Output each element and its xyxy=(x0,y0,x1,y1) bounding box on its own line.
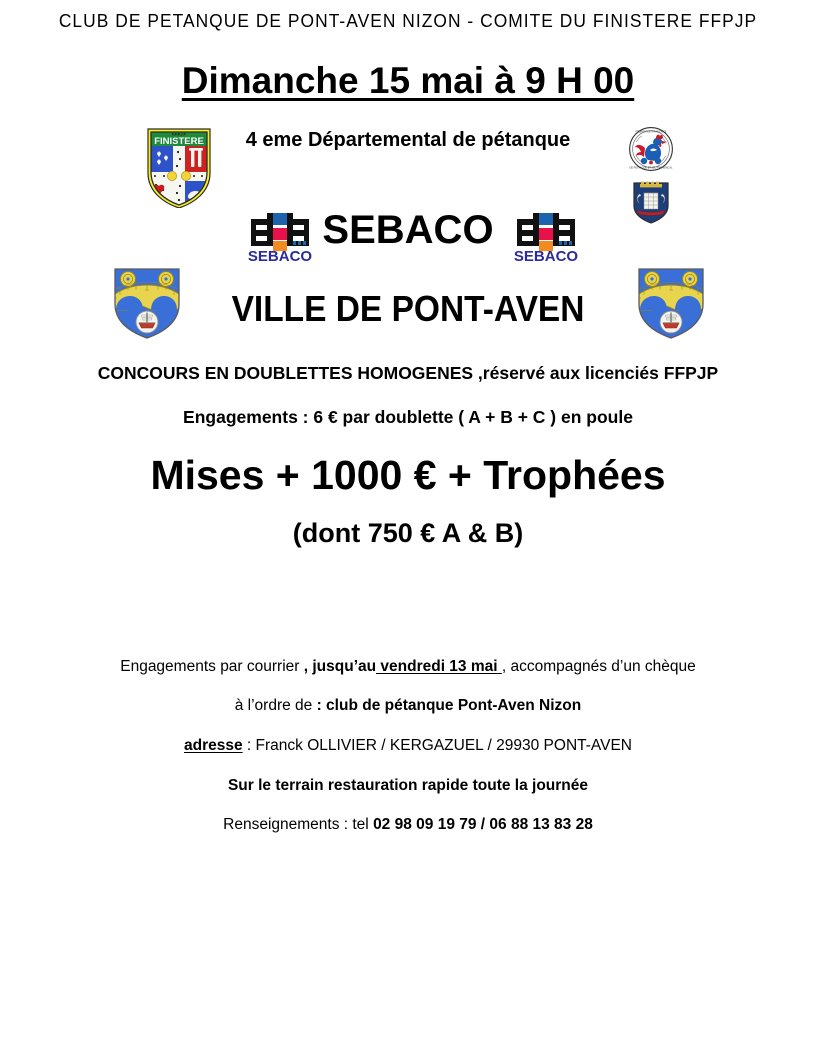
svg-text:DE PETANQUE ET JEU PROVENCAL: DE PETANQUE ET JEU PROVENCAL xyxy=(629,166,673,170)
footer-line2-pre: à l’ordre de xyxy=(234,697,317,714)
sebaco-sponsor-title: SEBACO xyxy=(322,208,494,252)
footer-payee-name: : club de pétanque Pont-Aven Nizon xyxy=(316,697,582,714)
footer-deadline-date: vendredi 13 mai xyxy=(376,658,502,675)
sebaco-logo-right xyxy=(509,207,583,263)
event-subtitle: 4 eme Départemental de pétanque xyxy=(245,129,571,151)
finistere-banner-text: FINISTERE xyxy=(154,136,204,147)
footer-address-value: : Franck OLLIVIER / KERGAZUEL / 29930 PONT-AVEN xyxy=(242,737,632,754)
footer-line1-post: , accompagnés d’un chèque xyxy=(501,658,696,675)
ville-de-pont-aven-title: VILLE DE PONT-AVEN xyxy=(231,288,585,329)
footer-phone-numbers: 02 98 09 19 79 / 06 88 13 83 28 xyxy=(373,816,593,833)
sebaco-logo-text-right: SEBACO xyxy=(513,248,579,263)
svg-text:FEDERATION FRANCAISE: FEDERATION FRANCAISE xyxy=(635,130,667,134)
ffpjp-rooster-logo xyxy=(628,126,674,172)
sebaco-logo-text-left: SEBACO xyxy=(247,248,313,263)
event-date-text: Dimanche 15 mai à 9 H 00 xyxy=(181,60,635,101)
pont-aven-coat-of-arms-right xyxy=(636,266,706,340)
event-date-line xyxy=(0,60,816,102)
footer-line1-bold: , jusqu’au xyxy=(303,658,377,675)
finistere-shield-logo xyxy=(146,128,212,208)
footer-address-label: adresse xyxy=(184,737,243,754)
prize-breakdown-line: (dont 750 € A & B) xyxy=(292,518,524,548)
footer-address-line xyxy=(0,737,816,755)
club-header-line: CLUB DE PETANQUE DE PONT-AVEN NIZON - COMITE DU FINISTERE FFPJP xyxy=(58,10,758,31)
footer-line5-pre: Renseignements : tel xyxy=(223,816,374,833)
concours-description: CONCOURS EN DOUBLETTES HOMOGENES ,réservé aux licenciés FFPJP xyxy=(97,363,719,383)
footer-line1-pre: Engagements par courrier xyxy=(120,658,304,675)
finistere-ffpjp-text: F.F.P.J.P xyxy=(172,132,186,137)
footer-payee-line xyxy=(0,697,816,715)
prize-pool-line: Mises + 1000 € + Trophées xyxy=(150,452,666,498)
engagements-fee-line: Engagements : 6 € par doublette ( A + B + C ) en poule xyxy=(183,407,633,427)
footer-catering-line: Sur le terrain restauration rapide toute la journée xyxy=(227,777,589,794)
footer-registration-line xyxy=(0,658,816,676)
footer-contact-line xyxy=(0,816,816,834)
